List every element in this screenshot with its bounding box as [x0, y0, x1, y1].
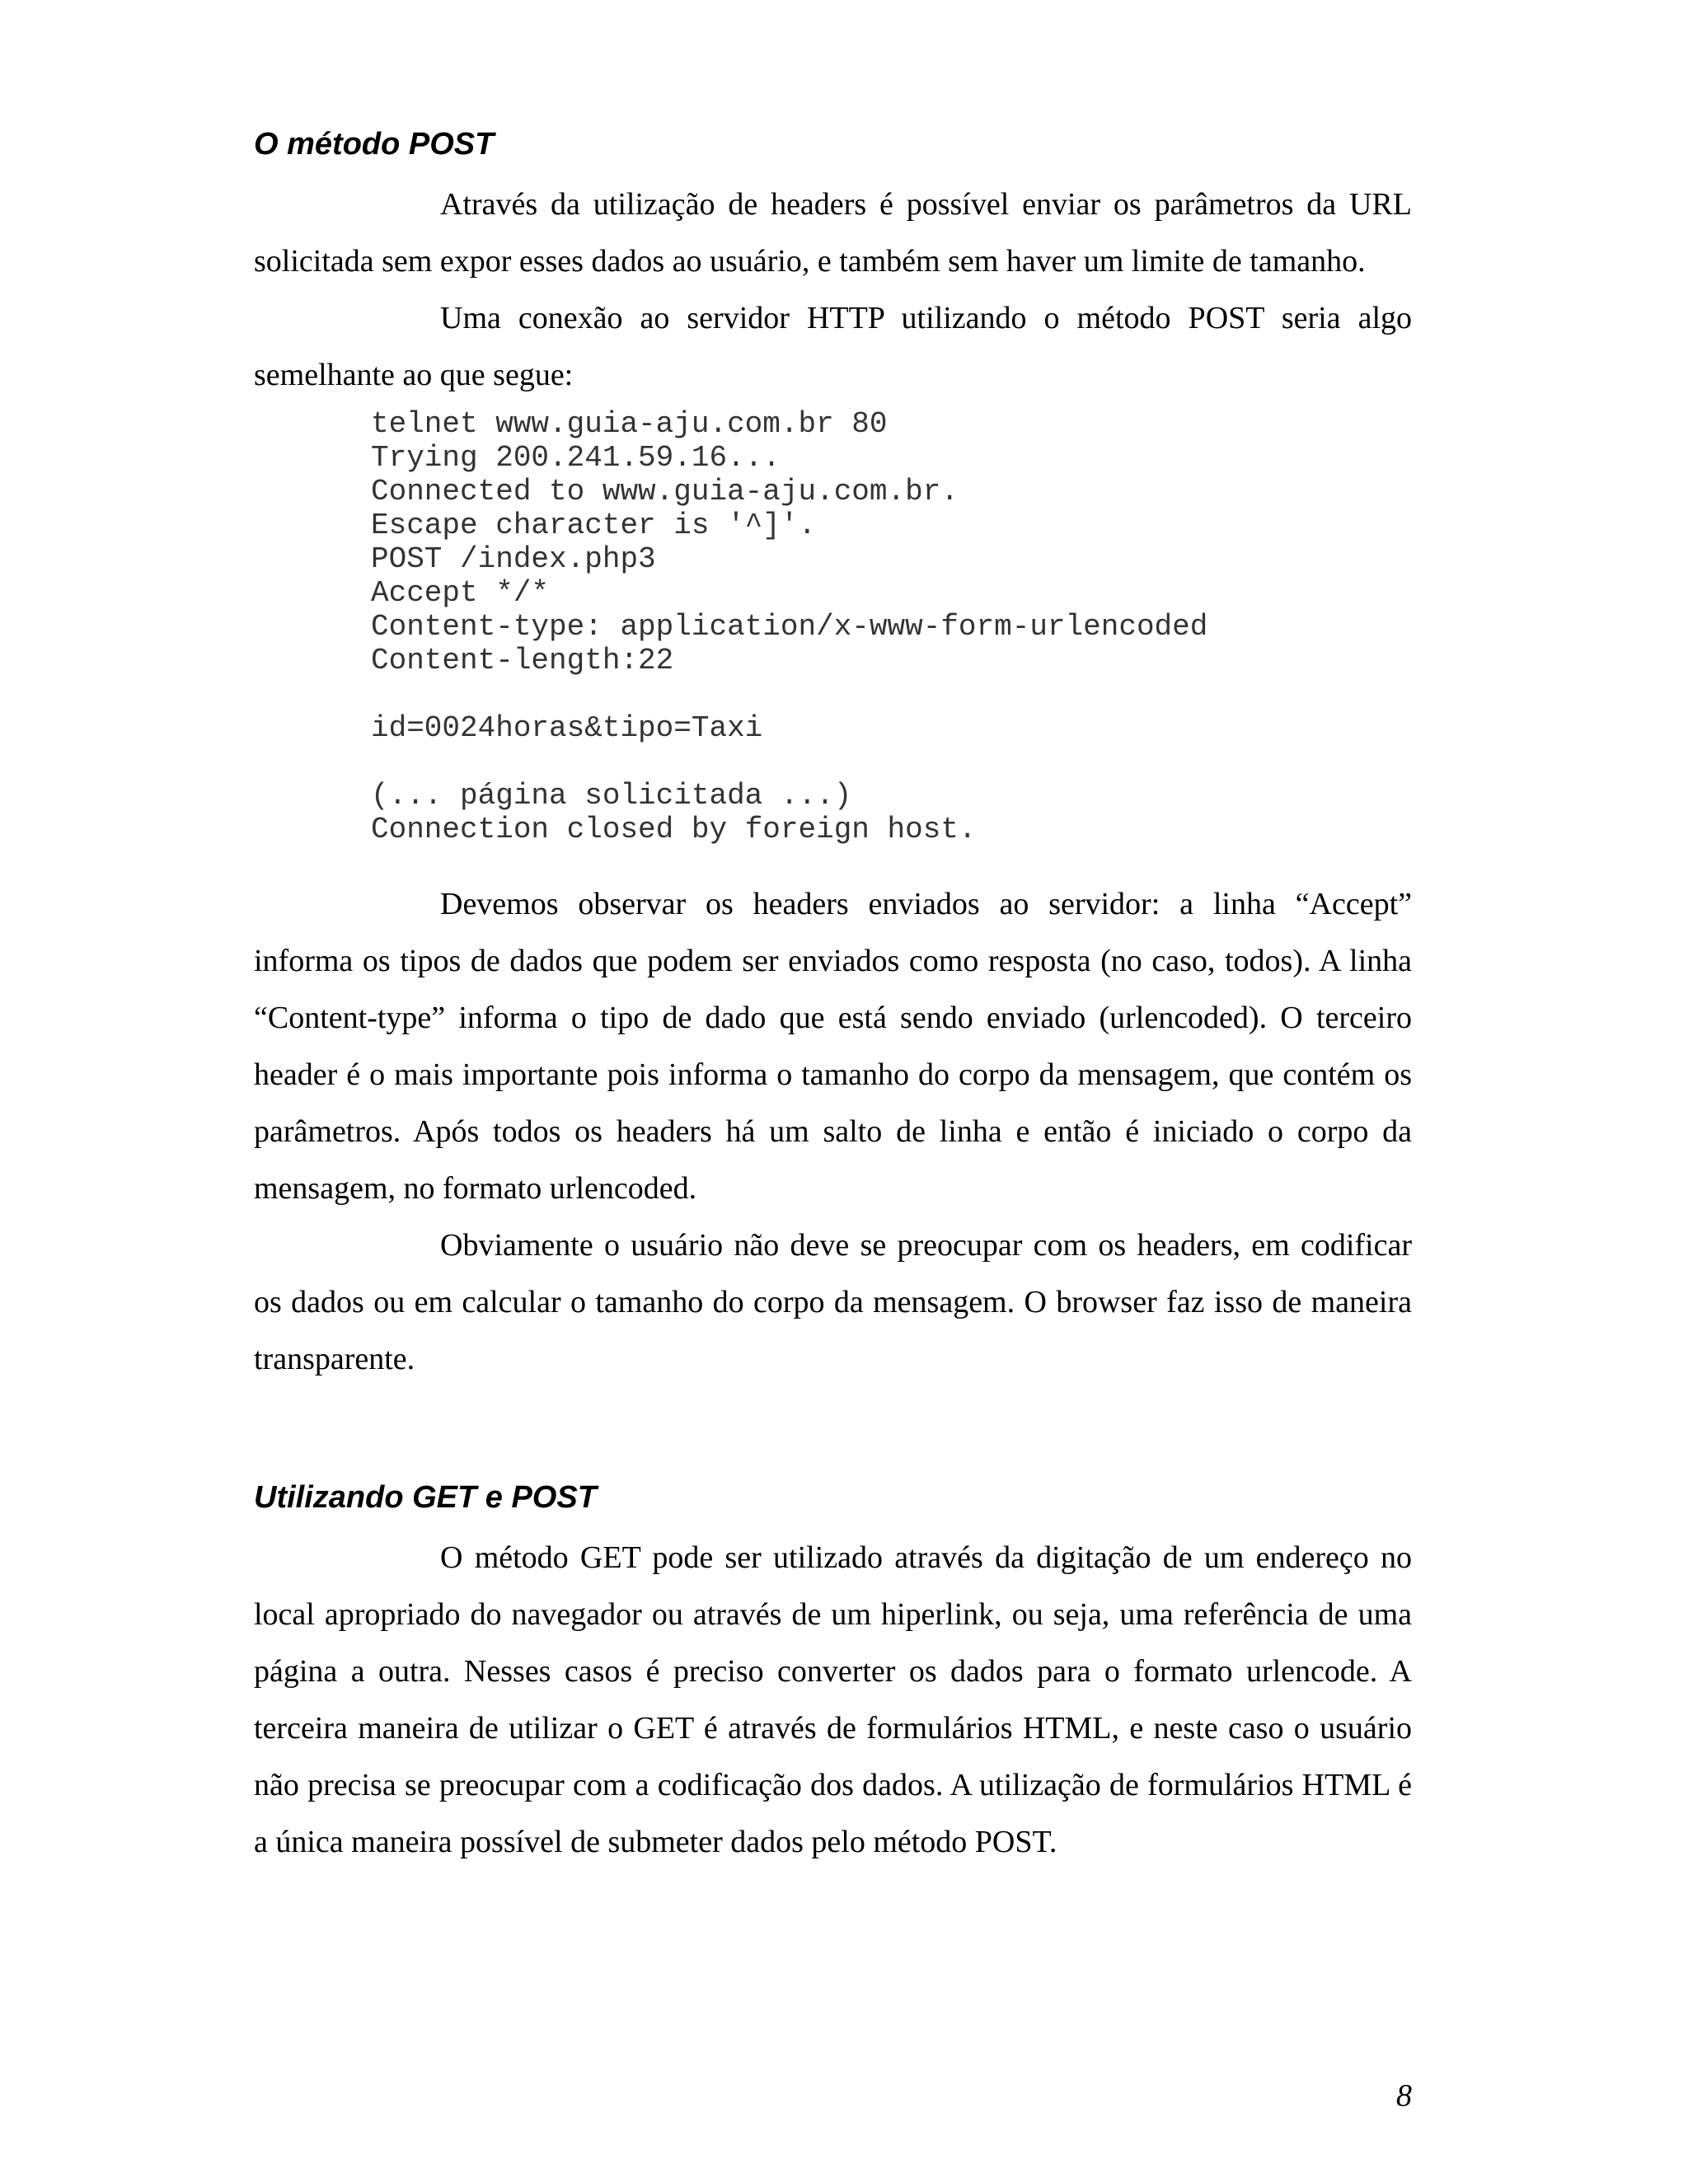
code-line: (... página solicitada ...) — [371, 779, 852, 813]
section-heading-post-method: O método POST — [254, 127, 495, 162]
page-number: 8 — [1396, 2079, 1412, 2113]
code-line: telnet www.guia-aju.com.br 80 — [371, 407, 888, 441]
paragraph-get-usage: O método GET pode ser utilizado através da digitação de um endereço no local apropriado do navegador ou através de um hiperlink, ou seja, uma referência de uma página a outra. Nesses casos é preciso converter os dados para o formato urlencode. A terceira maneira de utilizar o GET é através de formulários HTML, e neste caso o usuário não precisa se preocupar com a codificação dos dados. A utilização de formulários HTML é a única maneira possível de submeter dados pelo método POST. — [254, 1540, 1412, 1859]
code-line: Content-length:22 — [371, 644, 674, 677]
code-line: id=0024horas&tipo=Taxi — [371, 711, 763, 745]
code-line: Connection closed by foreign host. — [371, 813, 977, 846]
paragraph-headers-intro: Através da utilização de headers é possível enviar os parâmetros da URL solicitada sem expor esses dados ao usuário, e também sem haver um limite de tamanho. — [254, 187, 1412, 279]
paragraph-post-connection: Uma conexão ao servidor HTTP utilizando o método POST seria algo semelhante ao que segue: — [254, 301, 1412, 392]
code-line: Escape character is '^]'. — [371, 509, 817, 542]
paragraph-headers-explanation: Devemos observar os headers enviados ao servidor: a linha “Accept” informa os tipos de dados que podem ser enviados como resposta (no caso, todos). A linha “Content-type” informa o tipo de dado que está sendo enviado (urlencoded). O terceiro header é o mais importante pois informa o tamanho do corpo da mensagem, que contém os parâmetros. Após todos os headers há um salto de linha e então é iniciado o corpo da mensagem, no formato urlencoded. — [254, 887, 1412, 1206]
code-blank-line — [371, 677, 1412, 711]
code-blank-line — [371, 745, 1412, 779]
paragraph-browser-transparency: Obviamente o usuário não deve se preocupar com os headers, em codificar os dados ou em calcular o tamanho do corpo da mensagem. O browser faz isso de maneira transparente. — [254, 1228, 1412, 1376]
telnet-code-block — [371, 407, 1412, 846]
code-line: Trying 200.241.59.16... — [371, 441, 781, 475]
page-content — [254, 124, 1412, 1871]
code-line: POST /index.php3 — [371, 542, 656, 576]
code-line: Accept */* — [371, 576, 550, 610]
code-line: Content-type: application/x-www-form-urlencoded — [371, 610, 1208, 644]
section-heading-get-and-post: Utilizando GET e POST — [254, 1480, 597, 1515]
code-line: Connected to www.guia-aju.com.br. — [371, 475, 959, 509]
